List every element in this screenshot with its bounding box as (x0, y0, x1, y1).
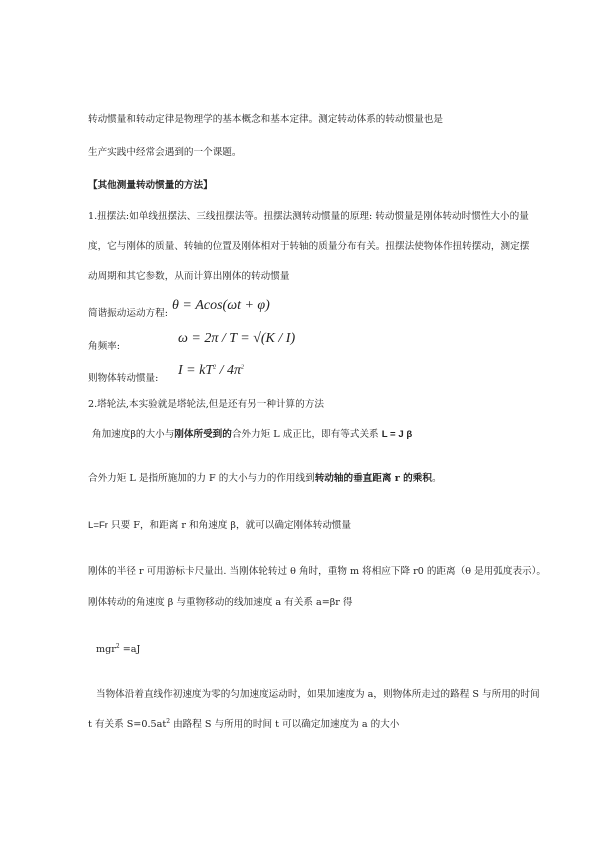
torque-part-c: 。 (431, 473, 442, 484)
lfr-part-b: 只要 F，和距离 r 和角速度 β，就可以确定刚体转动惯量 (108, 520, 352, 531)
angacc-part-b: 刚体所受到的 (174, 429, 232, 440)
uniform-sup: 2 (166, 717, 171, 725)
method1-line-2: 度，它与刚体的质量、转轴的位置及刚体相对于转轴的质量分布有关。扭摆法使物体作扭转摆动，测定摆 (88, 241, 530, 252)
uniform-part-a: t 有关系 S=0.5at (88, 719, 167, 730)
uniform-line-2 (88, 719, 399, 731)
inertia-eq-sup-1: 2 (213, 364, 217, 371)
lfr-line (88, 520, 351, 532)
angacc-part-c: 合外力矩 L 成正比，即有等式关系 (231, 429, 382, 440)
torque-part-a: 合外力矩 L 是指所施加的力 F 的大小与力的作用线到 (88, 473, 315, 484)
torque-part-b: 转动轴的垂直距离 r 的乘积 (314, 473, 432, 484)
angacc-part-d: L = J β (381, 429, 413, 440)
lfr-part-a: L=Fr (88, 520, 108, 531)
inertia-eq-sup-2: 2 (241, 364, 245, 371)
mgr-part-a: mgr (96, 644, 116, 655)
angacc-part-a: 角加速度β的大小与 (92, 429, 175, 440)
radius-line: 刚体的半径 r 可用游标卡尺量出. 当刚体轮转过 θ 角时，重物 m 将相应下降 r0 的距离（θ 是用弧度表示）。 (88, 566, 547, 577)
inertia-eq-part-b: / 4π (216, 363, 242, 378)
mgr-equation (96, 644, 140, 656)
uniform-part-b: 由路程 S 与所用的时间 t 可以确定加速度为 a 的大小 (170, 719, 400, 730)
angular-acceleration-line (92, 429, 412, 441)
mgr-part-b: =aJ (119, 644, 141, 655)
intro-line-1: 转动惯量和转动定律是物理学的基本概念和基本定律。测定转动体系的转动惯量也是 (88, 114, 443, 125)
torque-line (88, 473, 442, 485)
shm-equation: θ = Acos(ωt + φ) (172, 298, 270, 313)
shm-label: 简谐振动运动方程: (88, 308, 168, 319)
intro-line-2: 生产实践中经常会遇到的一个课题。 (88, 147, 242, 158)
section-heading: 【其他测量转动惯量的方法】 (88, 180, 213, 191)
method1-line-1: 1.扭摆法:如单线扭摆法、三线扭摆法等。扭摆法测转动惯量的原理: 转动惯量是刚体转动时惯性大小的量 (88, 211, 529, 222)
mgr-sup: 2 (115, 642, 120, 650)
frequency-label: 角频率: (88, 341, 121, 352)
uniform-line-1: 当物体沿着直线作初速度为零的匀加速度运动时，如果加速度为 a，则物体所走过的路程 S 与所用的时间 (96, 689, 540, 700)
linear-acceleration-line: 刚体转动的角速度 β 与重物移动的线加速度 a 有关系 a=βr 得 (88, 597, 353, 608)
inertia-eq-part-a: I = kT (178, 363, 214, 378)
inertia-equation (178, 363, 244, 380)
inertia-label: 则物体转动惯量: (88, 373, 159, 384)
method1-line-3: 动周期和其它参数，从而计算出刚体的转动惯量 (88, 271, 290, 282)
method2-line: 2.塔轮法,本实验就是塔轮法,但是还有另一种计算的方法 (88, 399, 324, 410)
frequency-equation: ω = 2π / T = √(K / I) (178, 331, 296, 346)
